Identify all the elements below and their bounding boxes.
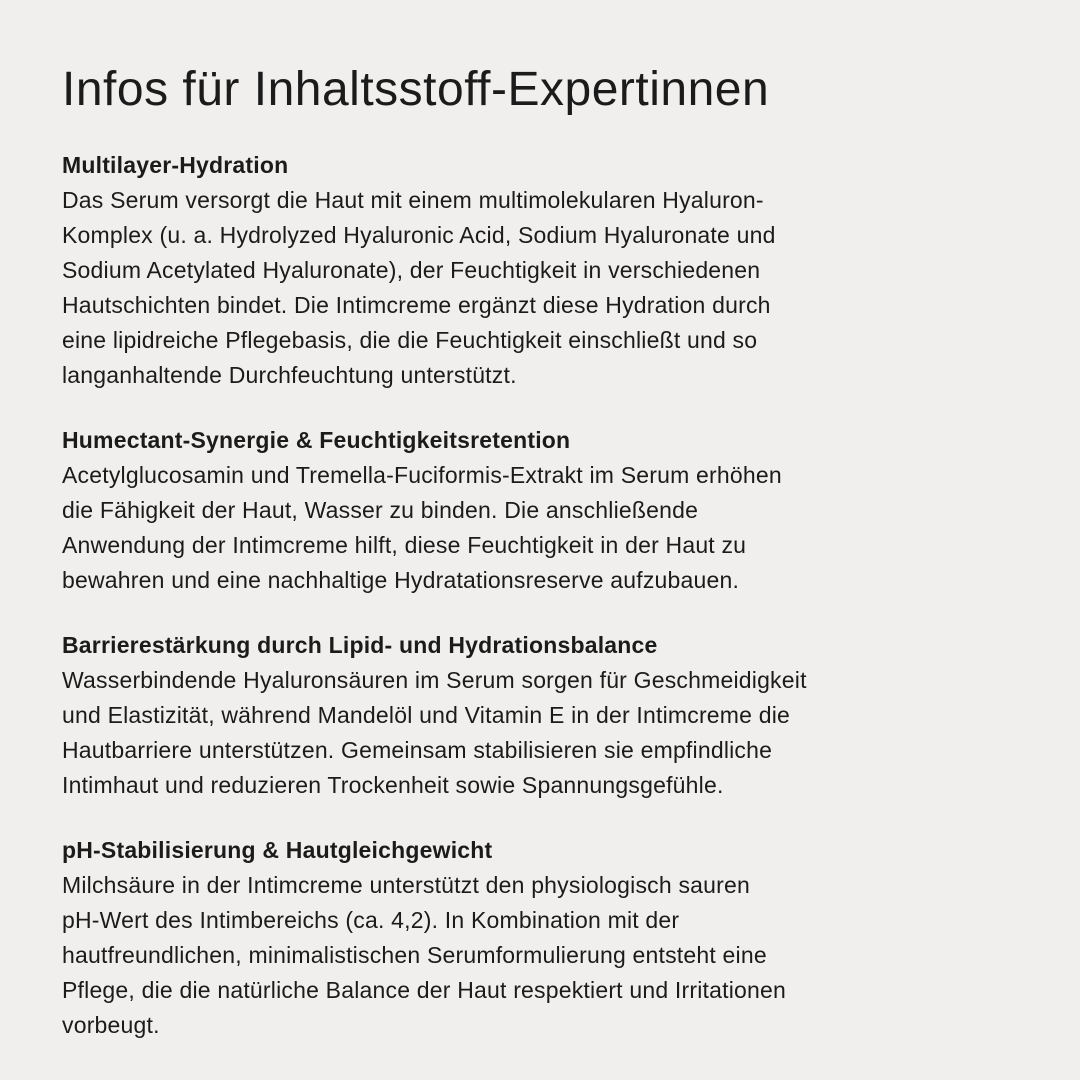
body-line: Anwendung der Intimcreme hilft, diese Feuchtigkeit in der Haut zu xyxy=(62,532,747,558)
body-line: Hautschichten bindet. Die Intimcreme ergänzt diese Hydration durch xyxy=(62,292,771,318)
section-heading: Multilayer-Hydration xyxy=(62,152,289,178)
sections-list xyxy=(62,148,1080,1043)
body-line: Das Serum versorgt die Haut mit einem multimolekularen Hyaluron- xyxy=(62,187,764,213)
section-body xyxy=(62,663,1080,803)
section-barrierestaerkung xyxy=(62,628,1080,803)
body-line: Intimhaut und reduzieren Trockenheit sowie Spannungsgefühle. xyxy=(62,772,724,798)
body-line: Pflege, die die natürliche Balance der Haut respektiert und Irritationen xyxy=(62,977,786,1003)
section-body xyxy=(62,868,1080,1043)
body-line: Hautbarriere unterstützen. Gemeinsam stabilisieren sie empfindliche xyxy=(62,737,773,763)
body-line: langanhaltende Durchfeuchtung unterstützt. xyxy=(62,362,517,388)
section-humectant-synergie xyxy=(62,423,1080,598)
section-heading: pH-Stabilisierung & Hautgleichgewicht xyxy=(62,837,493,863)
body-line: Milchsäure in der Intimcreme unterstützt den physiologisch sauren xyxy=(62,872,750,898)
body-line: vorbeugt. xyxy=(62,1012,160,1038)
page-title: Infos für Inhaltsstoff-Expertinnen xyxy=(62,63,770,116)
body-line: Wasserbindende Hyaluronsäuren im Serum sorgen für Geschmeidigkeit xyxy=(62,667,807,693)
section-heading: Humectant-Synergie & Feuchtigkeitsretention xyxy=(62,427,571,453)
body-line: pH-Wert des Intimbereichs (ca. 4,2). In Kombination mit der xyxy=(62,907,680,933)
section-ph-stabilisierung xyxy=(62,833,1080,1043)
body-line: eine lipidreiche Pflegebasis, die die Feuchtigkeit einschließt und so xyxy=(62,327,758,353)
body-line: und Elastizität, während Mandelöl und Vitamin E in der Intimcreme die xyxy=(62,702,791,728)
section-body xyxy=(62,458,1080,598)
body-line: hautfreundlichen, minimalistischen Serumformulierung entsteht eine xyxy=(62,942,767,968)
section-multilayer-hydration xyxy=(62,148,1080,393)
body-line: die Fähigkeit der Haut, Wasser zu binden. Die anschließende xyxy=(62,497,699,523)
section-body xyxy=(62,183,1080,393)
body-line: bewahren und eine nachhaltige Hydratationsreserve aufzubauen. xyxy=(62,567,740,593)
body-line: Sodium Acetylated Hyaluronate), der Feuchtigkeit in verschiedenen xyxy=(62,257,761,283)
body-line: Komplex (u. a. Hydrolyzed Hyaluronic Acid, Sodium Hyaluronate und xyxy=(62,222,776,248)
body-line: Acetylglucosamin und Tremella-Fuciformis-Extrakt im Serum erhöhen xyxy=(62,462,782,488)
section-heading: Barrierestärkung durch Lipid- und Hydrationsbalance xyxy=(62,632,658,658)
